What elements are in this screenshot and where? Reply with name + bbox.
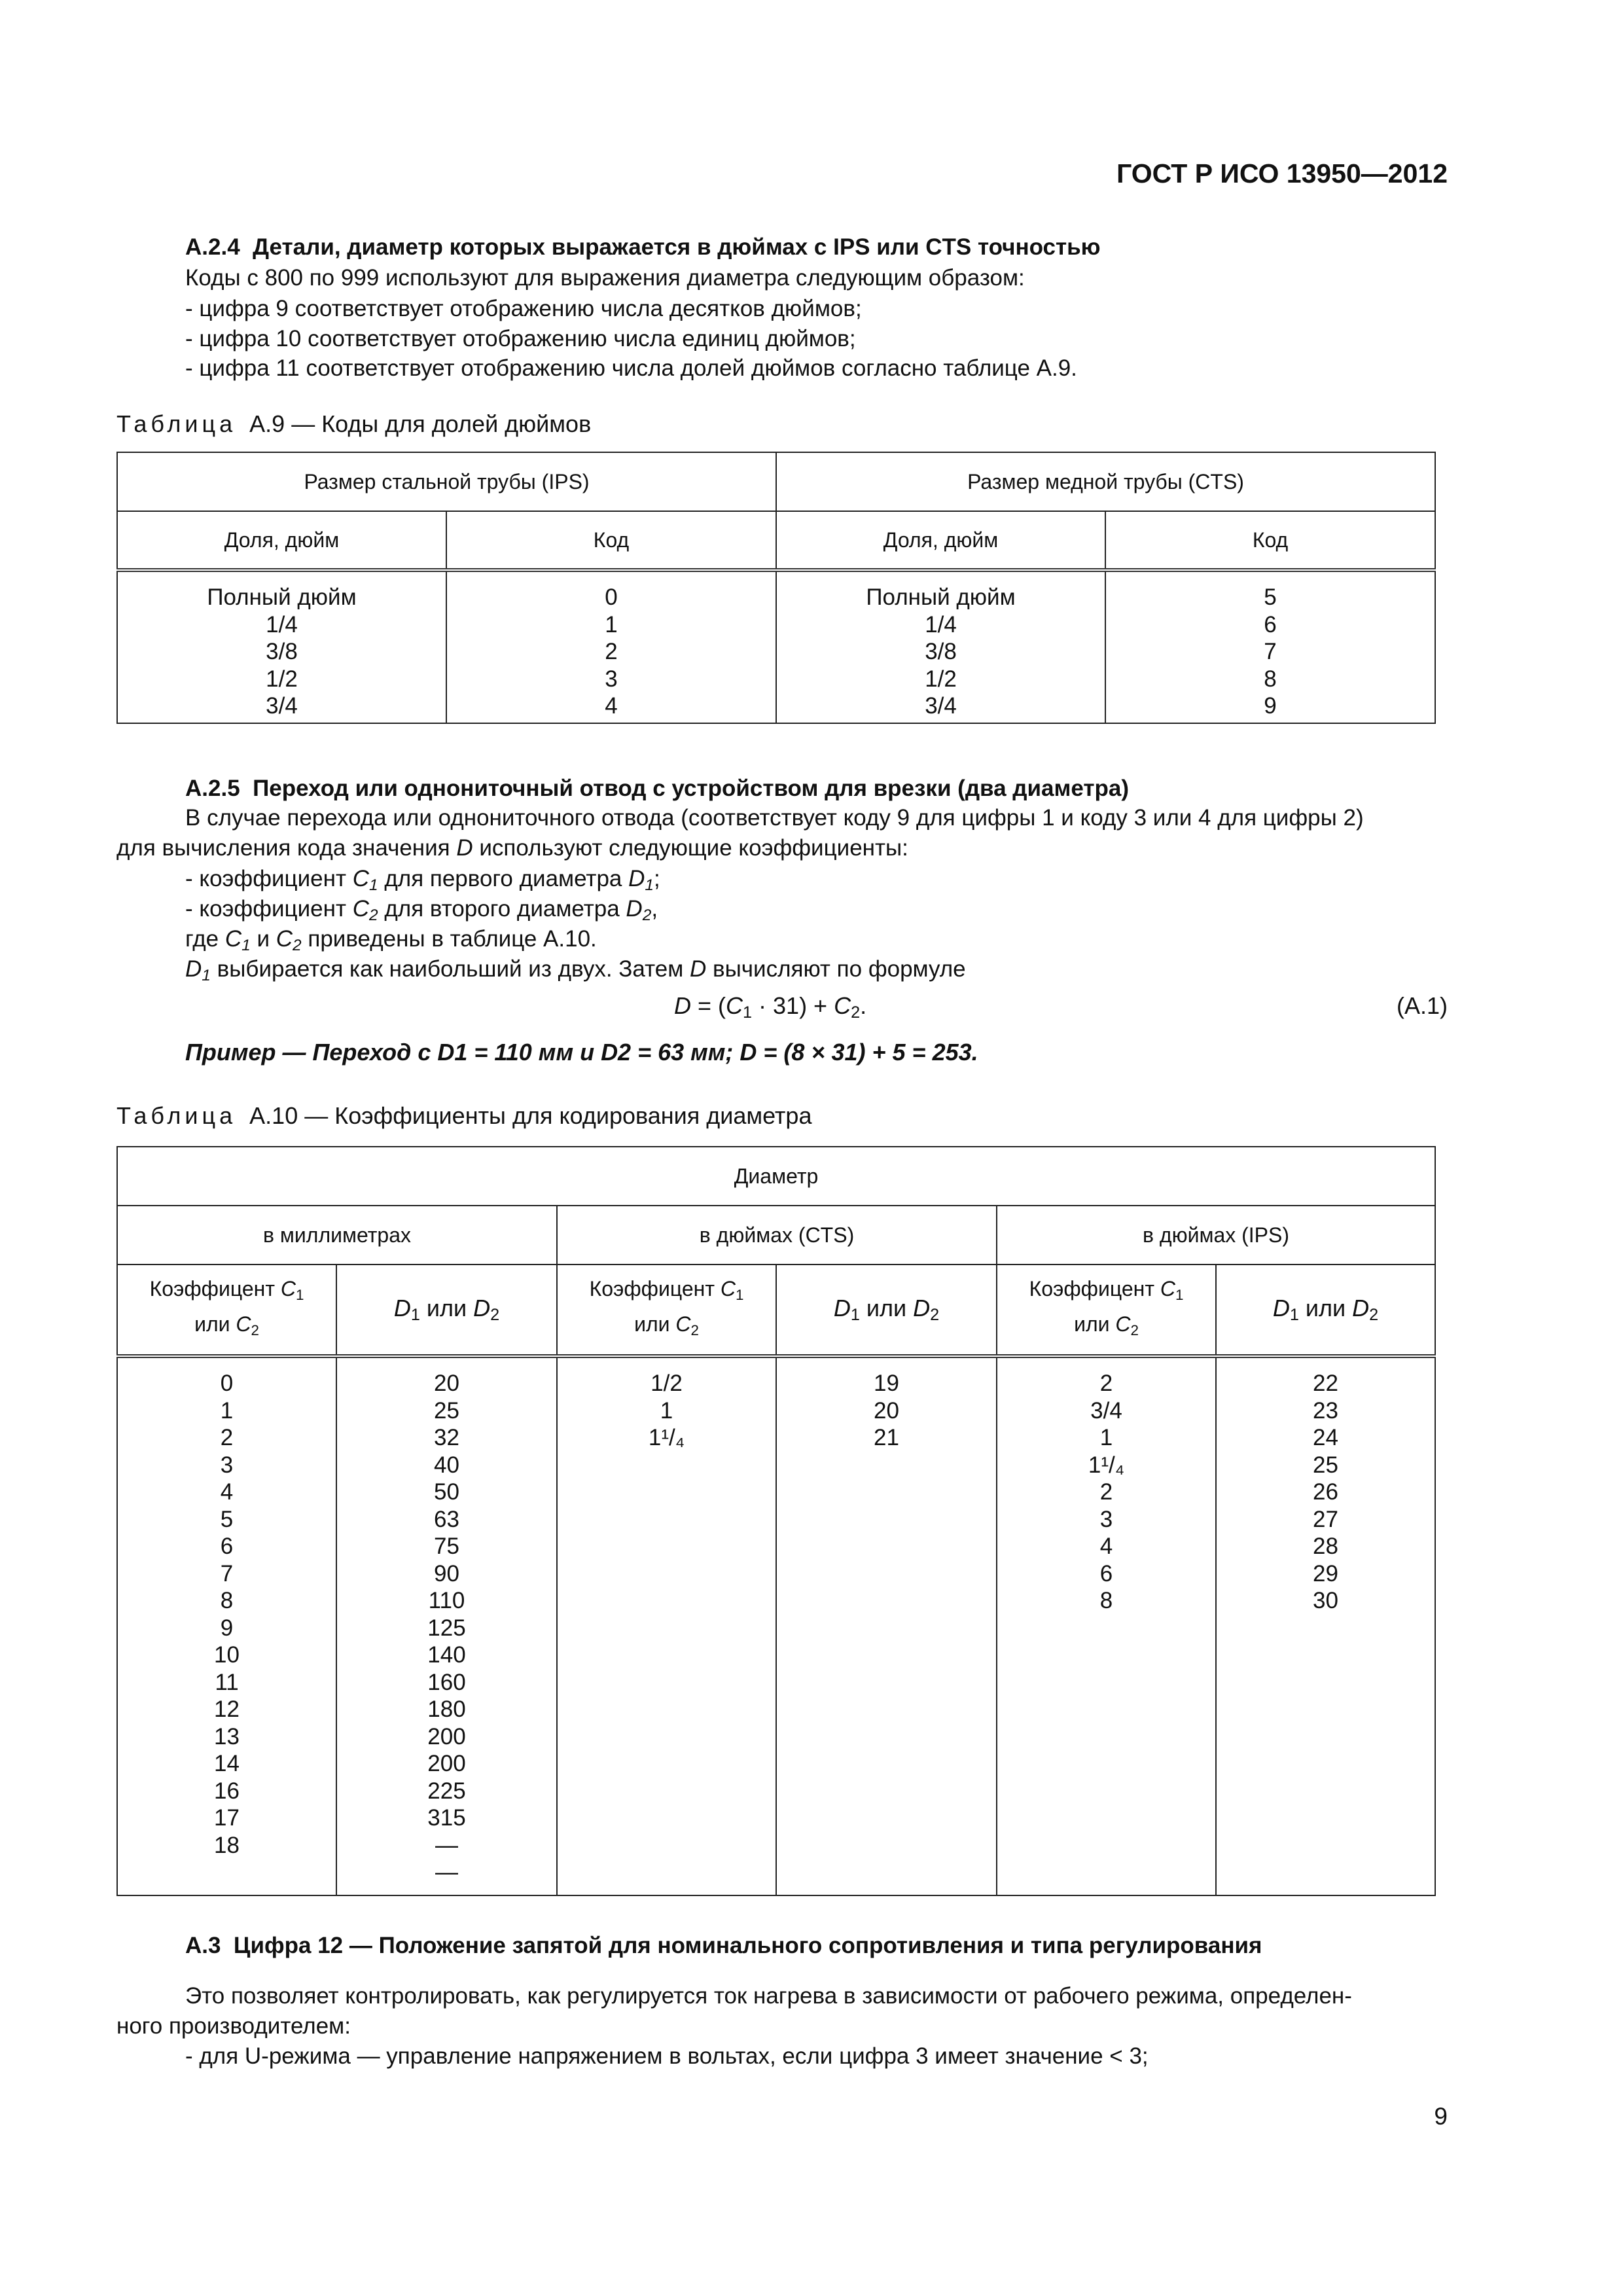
text-line: - коэффициент $C_1$ для первого диаметра $D_1$;	[185, 866, 660, 894]
table-cell: 5	[1264, 584, 1277, 610]
table-cell: 5	[220, 1506, 234, 1532]
table-cell: 2	[220, 1425, 234, 1450]
table-cell: 32	[434, 1425, 459, 1450]
text-line: ного производителем:	[116, 2013, 351, 2039]
table-column	[117, 1356, 336, 1895]
table-cell: 20	[434, 1371, 459, 1396]
table-cell: 8	[1264, 666, 1277, 692]
table-cell: 125	[427, 1615, 466, 1641]
table-cell: 3/8	[925, 639, 957, 664]
text-line: Коды с 800 по 999 используют для выражения диаметра следующим образом:	[185, 265, 1025, 291]
table-cell: 6	[1264, 611, 1277, 637]
column-header: $D_1$ или $D_2$	[776, 1265, 997, 1356]
table-cell: 30	[1313, 1588, 1338, 1613]
table-cell: 25	[1313, 1452, 1338, 1478]
column-header: Коэффицент $C_1$ или $C_2$	[117, 1265, 336, 1356]
table-cell: 1/4	[266, 611, 298, 637]
table-cell: 3/4	[1090, 1397, 1122, 1424]
table-cell: —	[435, 1859, 458, 1885]
group-header: в дюймах (CTS)	[557, 1206, 997, 1265]
table-column	[1216, 1356, 1435, 1895]
table-cell: 7	[1264, 639, 1277, 664]
table-cell: 16	[214, 1778, 240, 1804]
column-header: Доля, дюйм	[117, 511, 446, 570]
text-line: - цифра 11 соответствует отображению числа долей дюймов согласно таблице А.9.	[185, 355, 1077, 381]
table-cell: 4	[1099, 1534, 1113, 1559]
table-cell: Полный дюйм	[866, 584, 1016, 610]
table-cell: 180	[427, 1696, 466, 1722]
column-header: $D_1$ или $D_2$	[336, 1265, 557, 1356]
table-cell: 0	[605, 584, 618, 610]
table-cell: 1/2	[266, 666, 298, 692]
table-cell: 0	[220, 1371, 234, 1396]
table-cell: 6	[220, 1534, 234, 1559]
section-a3-heading	[185, 1931, 1262, 1961]
section-number: А.2.5	[185, 776, 240, 801]
table-cell: 1/2	[651, 1371, 683, 1396]
top-header: Диаметр	[117, 1147, 1435, 1206]
table-cell: 3/8	[266, 639, 298, 664]
table-column	[557, 1356, 776, 1895]
text-line: для вычисления кода значения D используют следующие коэффициенты:	[116, 835, 908, 861]
table-cell: —	[435, 1832, 458, 1858]
text-line: Это позволяет контролировать, как регулируется ток нагрева в зависимости от рабочего режима, определен-	[185, 1983, 1352, 2009]
table-a9-caption	[116, 409, 591, 439]
table-cell: 22	[1313, 1371, 1338, 1396]
table-cell: 11	[215, 1669, 239, 1695]
text-line: где $C_1$ и $C_2$ приведены в таблице А.10.	[185, 926, 597, 954]
table-cell: 13	[214, 1723, 240, 1749]
caption-prefix: Таблица	[116, 1102, 237, 1129]
column-header: Код	[446, 511, 776, 570]
table-cell: 3	[1099, 1506, 1113, 1532]
table-cell: 28	[1313, 1534, 1338, 1559]
table-column	[997, 1356, 1216, 1895]
table-cell: 27	[1313, 1506, 1338, 1532]
text-line: В случае перехода или однониточного отвода (соответствует коду 9 для цифры 1 и коду 3 или 4 для цифры 2)	[185, 805, 1364, 831]
table-cell: Полный дюйм	[207, 584, 357, 610]
table-cell: 3/4	[266, 693, 298, 719]
section-a24-heading	[185, 232, 1101, 262]
table-cell: 4	[220, 1479, 234, 1505]
table-cell: 90	[434, 1560, 459, 1587]
table-cell: 1	[605, 611, 618, 637]
text-line: $D_1$ выбирается как наибольший из двух. Затем D вычисляют по формуле	[185, 956, 966, 984]
table-cell: 1/4	[925, 611, 957, 637]
table-cell: 3/4	[925, 693, 957, 719]
table-cell: 8	[1099, 1588, 1113, 1613]
text-line: - цифра 10 соответствует отображению числа единиц дюймов;	[185, 326, 856, 351]
table-a10	[116, 1146, 1436, 1896]
table-cell: 1/2	[925, 666, 957, 692]
text-line: - коэффициент $C_2$ для второго диаметра $D_2$,	[185, 896, 658, 924]
table-column	[446, 570, 776, 723]
group-header: Размер стальной трубы (IPS)	[117, 452, 776, 511]
table-cell: 17	[214, 1805, 240, 1831]
table-cell: 29	[1313, 1560, 1338, 1587]
table-cell: 2	[605, 639, 618, 664]
section-title: Переход или однониточный отвод с устройством для врезки (два диаметра)	[253, 776, 1130, 801]
table-cell: 10	[214, 1642, 240, 1668]
section-number: А.3	[185, 1933, 221, 1958]
table-cell: 225	[427, 1778, 466, 1804]
table-cell: 25	[434, 1397, 459, 1424]
text-line: - цифра 9 соответствует отображению числа десятков дюймов;	[185, 296, 862, 321]
group-header: в дюймах (IPS)	[997, 1206, 1435, 1265]
table-cell: 1	[1099, 1425, 1113, 1450]
caption-text: А.9 — Коды для долей дюймов	[249, 410, 592, 437]
section-title: Цифра 12 — Положение запятой для номинального сопротивления и типа регулирования	[233, 1933, 1262, 1958]
table-cell: 26	[1313, 1479, 1338, 1505]
table-cell: 63	[434, 1506, 459, 1532]
table-cell: 19	[874, 1371, 899, 1396]
section-number: А.2.4	[185, 234, 240, 260]
table-a9	[116, 452, 1436, 724]
table-cell: 9	[220, 1615, 234, 1641]
table-cell: 9	[1264, 693, 1277, 719]
table-cell: 14	[214, 1751, 240, 1776]
table-cell: 1	[220, 1397, 234, 1424]
table-cell: 18	[214, 1832, 240, 1858]
caption-prefix: Таблица	[116, 410, 237, 437]
group-header: Размер медной трубы (CTS)	[776, 452, 1435, 511]
column-header: Коэффицент $C_1$ или $C_2$	[557, 1265, 776, 1356]
table-cell: 200	[427, 1751, 466, 1776]
table-cell: 8	[220, 1588, 234, 1613]
table-cell: 1	[660, 1397, 673, 1424]
page-number: 9	[1434, 2103, 1448, 2130]
column-header: Код	[1105, 511, 1435, 570]
table-cell: 3	[220, 1452, 234, 1478]
section-title: Детали, диаметр которых выражается в дюймах с IPS или CTS точностью	[253, 234, 1101, 260]
column-header: Доля, дюйм	[776, 511, 1105, 570]
table-cell: 12	[214, 1696, 240, 1722]
table-cell: 2	[1099, 1479, 1113, 1505]
document-id: ГОСТ Р ИСО 13950—2012	[1116, 158, 1448, 188]
section-a25-heading	[185, 774, 1129, 804]
table-cell: 24	[1313, 1425, 1338, 1450]
table-cell: 200	[427, 1723, 466, 1749]
table-cell: 23	[1313, 1397, 1338, 1424]
table-cell: 140	[427, 1642, 466, 1668]
table-cell: 20	[874, 1397, 899, 1424]
table-column	[776, 1356, 997, 1895]
table-cell: 40	[434, 1452, 459, 1478]
table-cell: 7	[220, 1560, 234, 1587]
table-column	[776, 570, 1105, 723]
table-cell: 160	[427, 1669, 466, 1695]
example-text: Пример — Переход с D1 = 110 мм и D2 = 63 мм; D = (8 × 31) + 5 = 253.	[185, 1039, 978, 1066]
column-header: $D_1$ или $D_2$	[1216, 1265, 1435, 1356]
table-cell: 2	[1099, 1371, 1113, 1396]
table-cell: 50	[434, 1479, 459, 1505]
table-cell: 1¹/₄	[648, 1425, 685, 1450]
formula-a1: $D = (C_1 \cdot 31) + C_2$.	[674, 992, 867, 1022]
caption-text: А.10 — Коэффициенты для кодирования диаметра	[249, 1102, 812, 1129]
table-column	[117, 570, 446, 723]
table-cell: 110	[428, 1588, 465, 1613]
table-column	[336, 1356, 557, 1895]
table-cell: 75	[434, 1534, 459, 1559]
formula-number: (А.1)	[1396, 992, 1448, 1019]
table-cell: 315	[427, 1805, 466, 1831]
table-cell: 6	[1099, 1560, 1113, 1587]
table-cell: 1¹/₄	[1088, 1452, 1125, 1478]
column-header: Коэффицент $C_1$ или $C_2$	[997, 1265, 1216, 1356]
table-cell: 3	[605, 666, 618, 692]
table-cell: 21	[874, 1425, 899, 1450]
text-line: - для U-режима — управление напряжением в вольтах, если цифра 3 имеет значение < 3;	[185, 2043, 1149, 2069]
group-header: в миллиметрах	[117, 1206, 557, 1265]
table-cell: 4	[605, 693, 618, 719]
table-a10-caption	[116, 1101, 812, 1131]
table-column	[1105, 570, 1435, 723]
